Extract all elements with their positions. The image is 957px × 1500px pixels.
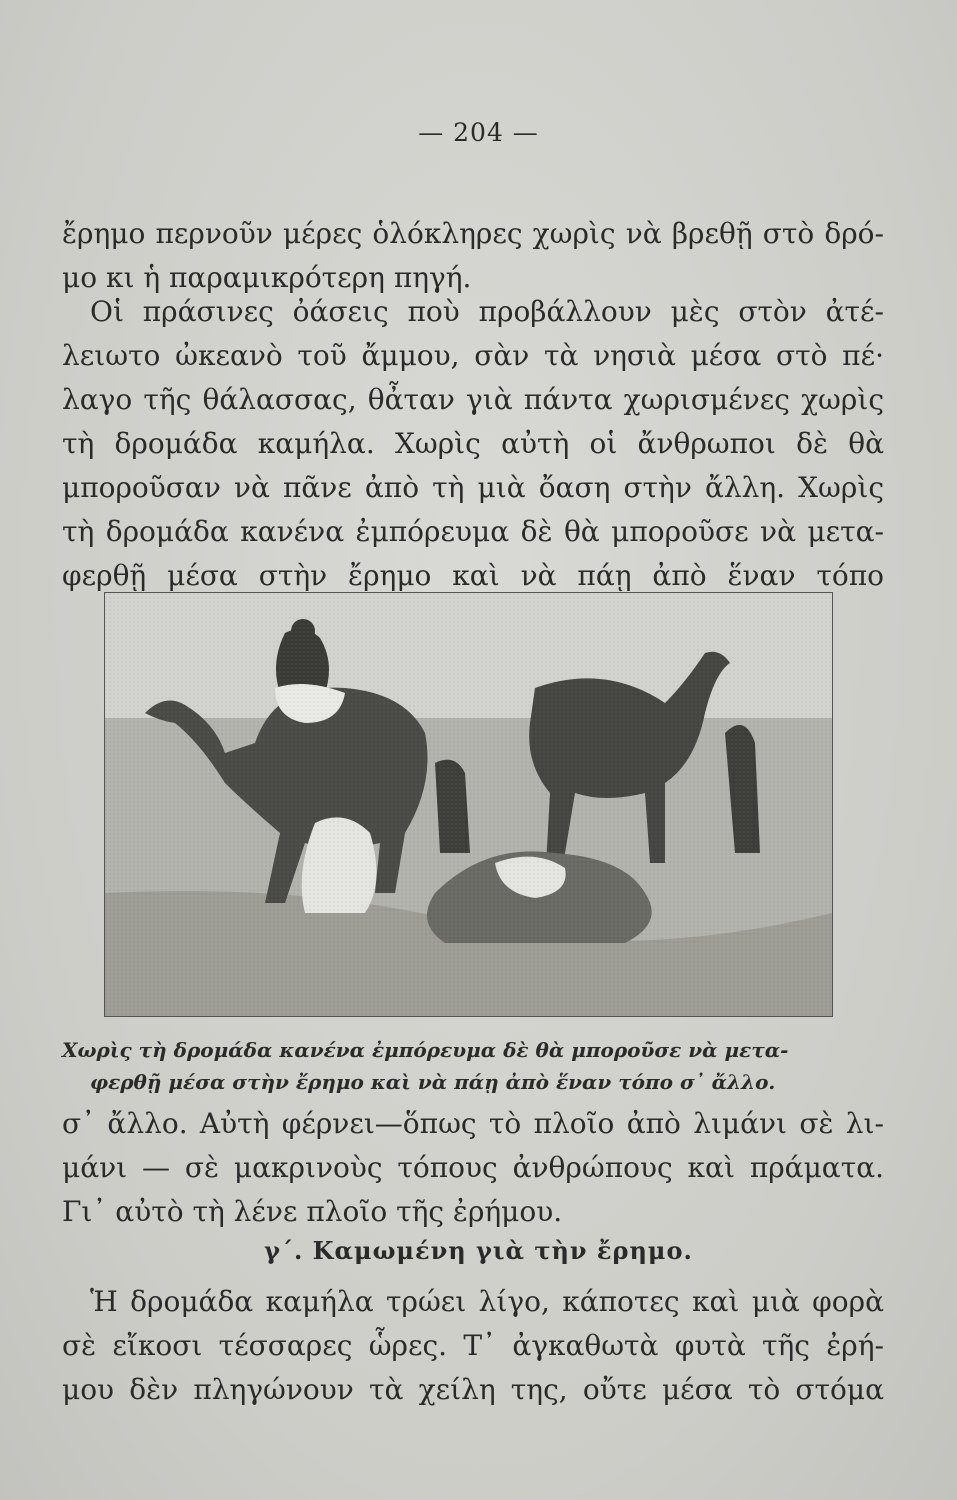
text-line: ἔρημο περνοῦν μέρες ὁλόκληρες χωρὶς νὰ βρεθῇ στὸ δρό-	[62, 217, 884, 250]
text-line: σ᾽ ἄλλο. Αὐτὴ φέρνει—ὅπως τὸ πλοῖο ἀπὸ λιμάνι σὲ λι-	[62, 1107, 884, 1140]
paragraph-3	[62, 1102, 884, 1234]
paragraph-2	[62, 290, 884, 598]
camel-caravan-illustration	[104, 592, 833, 1017]
text-line: λειωτο ὠκεανὸ τοῦ ἄμμου, σὰν τὰ νησιὰ μέσα στὸ πέ·	[62, 339, 884, 372]
text-line: μποροῦσαν νὰ πᾶνε ἀπὸ τὴ μιὰ ὄαση στὴν ἄλλη. Χωρὶς	[62, 471, 884, 504]
text-line: φερθῇ μέσα στὴν ἔρημο καὶ νὰ πάῃ ἀπὸ ἕναν τόπο	[62, 559, 884, 592]
paragraph-1	[62, 212, 884, 300]
text-line: μου δὲν πληγώνουν τὰ χείλη της, οὔτε μέσα τὸ στόμα	[62, 1373, 884, 1406]
text-line: τὴ δρομάδα καμήλα. Χωρὶς αὐτὴ οἱ ἄνθρωποι δὲ θὰ	[62, 427, 884, 460]
text-line: μάνι — σὲ μακρινοὺς τόπους ἀνθρώπους καὶ πράματα.	[62, 1151, 884, 1184]
page-number: — 204 —	[418, 118, 539, 147]
text-line: Οἱ πράσινες ὀάσεις ποὺ προβάλλουν μὲς στὸν ἀτέ-	[90, 295, 884, 328]
figure-caption	[62, 1034, 884, 1098]
text-line: τὴ δρομάδα κανένα ἐμπόρευμα δὲ θὰ μποροῦσε νὰ μετα-	[62, 515, 884, 548]
text-line: σὲ εἴκοσι τέσσαρες ὧρες. Τ᾽ ἀγκαθωτὰ φυτὰ τῆς ἐρή-	[62, 1329, 884, 1362]
section-heading: γ΄. Καμωμένη γιὰ τὴν ἔρημο.	[264, 1236, 693, 1265]
text-line: μο κι ἡ παραμικρότερη πηγή.	[62, 261, 472, 294]
text-line: Ἡ δρομάδα καμήλα τρώει λίγο, κάποτες καὶ μιὰ φορὰ	[90, 1285, 884, 1318]
text-line: λαγο τῆς θάλασσας, θἆταν γιὰ πάντα χωρισμένες χωρὶς	[62, 383, 884, 416]
text-line: Γι᾽ αὐτὸ τὴ λένε πλοῖο τῆς ἐρήμου.	[62, 1195, 563, 1228]
caption-line: φερθῇ μέσα στὴν ἔρημο καὶ νὰ πάῃ ἀπὸ ἕναν τόπο σ᾽ ἄλλο.	[90, 1070, 776, 1094]
paragraph-4	[62, 1280, 884, 1412]
caption-line: Χωρὶς τὴ δρομάδα κανένα ἐμπόρευμα δὲ θὰ μποροῦσε νὰ μετα-	[62, 1038, 789, 1062]
halftone-photo	[105, 593, 832, 1016]
